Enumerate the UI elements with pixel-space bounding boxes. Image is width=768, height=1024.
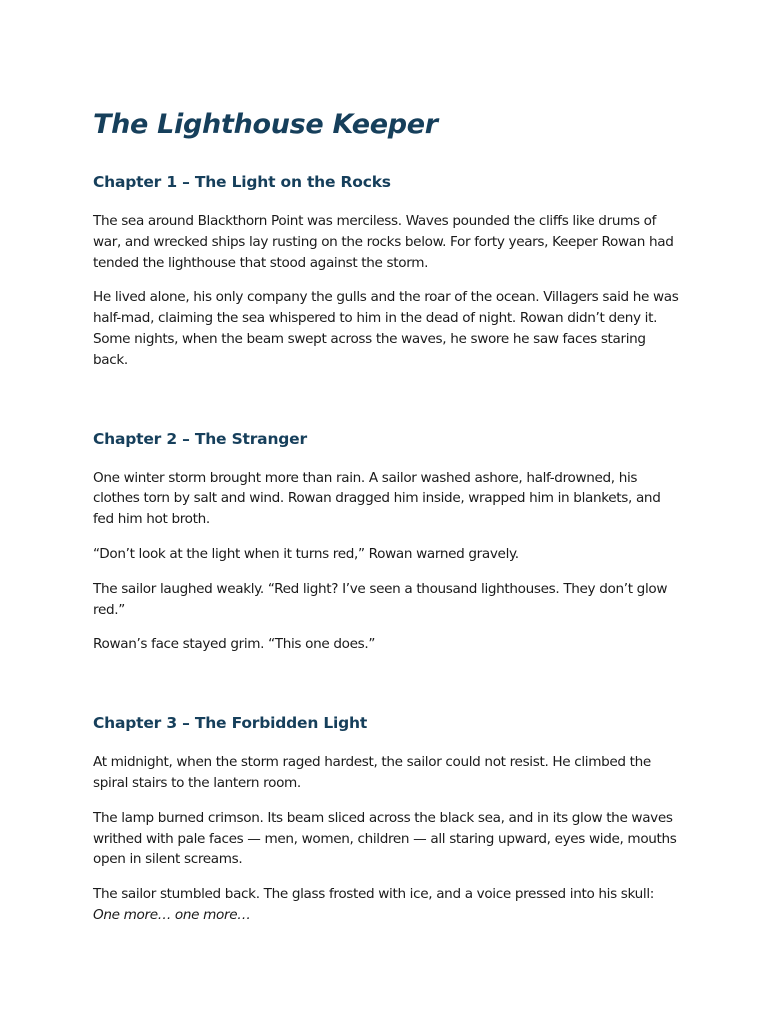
- paragraph: One winter storm brought more than rain. A sailor washed ashore, half-drowned, his clothes torn by salt and wind. Rowan dragged him inside, wrapped him in blankets, and fed him hot broth.: [93, 469, 661, 528]
- chapter-heading: Chapter 1 – The Light on the Rocks: [93, 173, 391, 191]
- paragraph: The lamp burned crimson. Its beam sliced across the black sea, and in its glow the waves writhed with pale faces — men, women, children — all staring upward, eyes wide, mouths open in silent screams.: [93, 809, 677, 868]
- section-spacer: [93, 669, 683, 711]
- chapter-1: [93, 170, 683, 371]
- document-title: The Lighthouse Keeper: [93, 109, 438, 140]
- chapter-3: [93, 711, 683, 926]
- document-page: [93, 104, 683, 940]
- paragraph: The sea around Blackthorn Point was merciless. Waves pounded the cliffs like drums of war, and wrecked ships lay rusting on the rocks below. For forty years, Keeper Rowan had tended the lighthouse that stood against the storm.: [93, 213, 674, 271]
- section-spacer: [93, 385, 683, 427]
- paragraph: “Don’t look at the light when it turns red,” Rowan warned gravely.: [93, 545, 519, 562]
- paragraph: Rowan’s face stayed grim. “This one does.”: [93, 636, 376, 653]
- chapter-heading: Chapter 3 – The Forbidden Light: [93, 714, 368, 733]
- paragraph: At midnight, when the storm raged hardest, the sailor could not resist. He climbed the spiral stairs to the lantern room.: [93, 754, 651, 791]
- chapter-heading: Chapter 2 – The Stranger: [93, 429, 307, 448]
- chapter-2: [93, 427, 683, 656]
- final-paragraph: [93, 884, 683, 926]
- final-paragraph-text: The sailor stumbled back. The glass frosted with ice, and a voice pressed into his skull:: [93, 886, 654, 903]
- paragraph: The sailor laughed weakly. “Red light? I’ve seen a thousand lighthouses. They don’t glow red.”: [93, 580, 668, 618]
- final-paragraph-italic: One more… one more…: [93, 906, 251, 923]
- paragraph: He lived alone, his only company the gulls and the roar of the ocean. Villagers said he was half-mad, claiming the sea whispered to him in the dead of night. Rowan didn’t deny it. Some nights, when the beam swept across the waves, he swore he saw faces staring back.: [93, 289, 679, 368]
